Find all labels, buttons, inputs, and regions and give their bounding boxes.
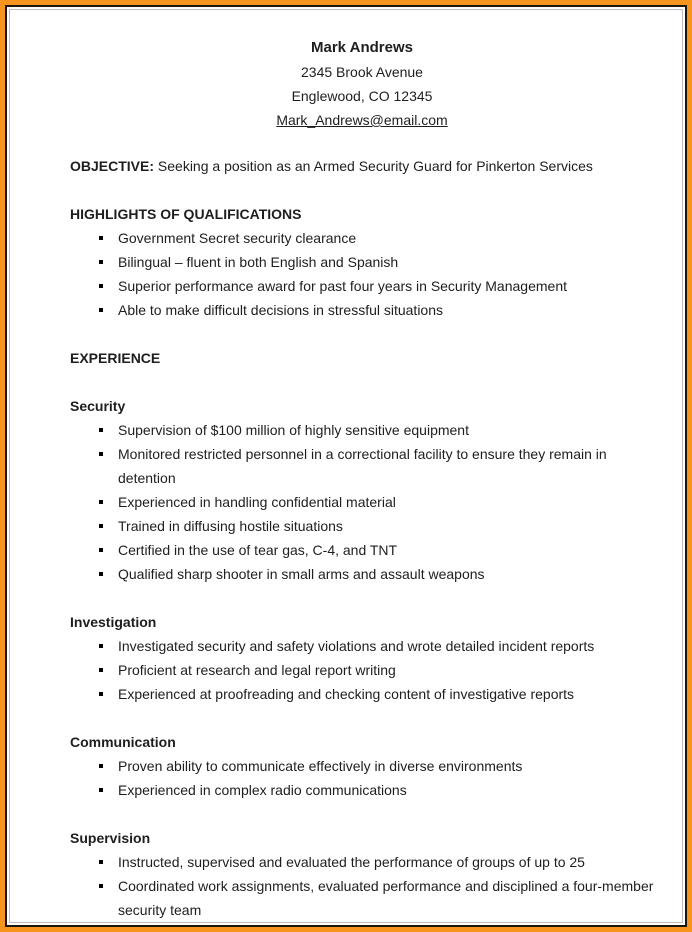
list-item: Trained in diffusing hostile situations xyxy=(70,514,654,538)
list-item: Experienced at proofreading and checking content of investigative reports xyxy=(70,682,654,706)
objective-line xyxy=(70,154,654,178)
communication-list xyxy=(70,754,654,802)
email-link[interactable]: Mark_Andrews@email.com xyxy=(276,112,448,128)
objective-text: Seeking a position as an Armed Security Guard for Pinkerton Services xyxy=(157,158,593,174)
group-heading: Communication xyxy=(70,734,176,750)
contact-header xyxy=(70,36,654,132)
qualifications-list xyxy=(70,226,654,322)
list-item: Bilingual – fluent in both English and Spanish xyxy=(70,250,654,274)
city-state-zip: Englewood, CO 12345 xyxy=(291,88,433,104)
list-item: Certified in the use of tear gas, C-4, and TNT xyxy=(70,538,654,562)
list-item: Superior performance award for past four years in Security Management xyxy=(70,274,654,298)
group-heading: Investigation xyxy=(70,614,157,630)
list-item: Supervision of $100 million of highly sensitive equipment xyxy=(70,418,654,442)
page-border-hairline xyxy=(9,9,683,923)
candidate-name: Mark Andrews xyxy=(311,39,413,56)
supervision-list xyxy=(70,850,654,922)
list-item: Proficient at research and legal report writing xyxy=(70,658,654,682)
list-item: Proven ability to communicate effectively in diverse environments xyxy=(70,754,654,778)
list-item: Monitored restricted personnel in a correctional facility to ensure they remain in detention xyxy=(70,442,654,490)
objective-label: OBJECTIVE: xyxy=(70,158,155,174)
list-item: Able to make difficult decisions in stressful situations xyxy=(70,298,654,322)
experience-group-communication xyxy=(70,730,654,802)
security-list xyxy=(70,418,654,586)
experience-group-supervision xyxy=(70,826,654,922)
list-item: Experienced in complex radio communications xyxy=(70,778,654,802)
list-item: Investigated security and safety violations and wrote detailed incident reports xyxy=(70,634,654,658)
group-heading: Security xyxy=(70,398,126,414)
list-item: Qualified sharp shooter in small arms and assault weapons xyxy=(70,562,654,586)
qualifications-heading: HIGHLIGHTS OF QUALIFICATIONS xyxy=(70,206,302,222)
page-border-dark xyxy=(5,5,687,927)
list-item: Government Secret security clearance xyxy=(70,226,654,250)
street-address: 2345 Brook Avenue xyxy=(301,64,423,80)
group-heading: Supervision xyxy=(70,830,151,846)
list-item: Instructed, supervised and evaluated the performance of groups of up to 25 xyxy=(70,850,654,874)
experience-group-investigation xyxy=(70,610,654,706)
experience-group-security xyxy=(70,394,654,586)
experience-heading: EXPERIENCE xyxy=(70,350,161,366)
list-item: Coordinated work assignments, evaluated performance and disciplined a four-member security team xyxy=(70,874,654,922)
investigation-list xyxy=(70,634,654,706)
resume-page xyxy=(10,10,682,922)
list-item: Experienced in handling confidential material xyxy=(70,490,654,514)
